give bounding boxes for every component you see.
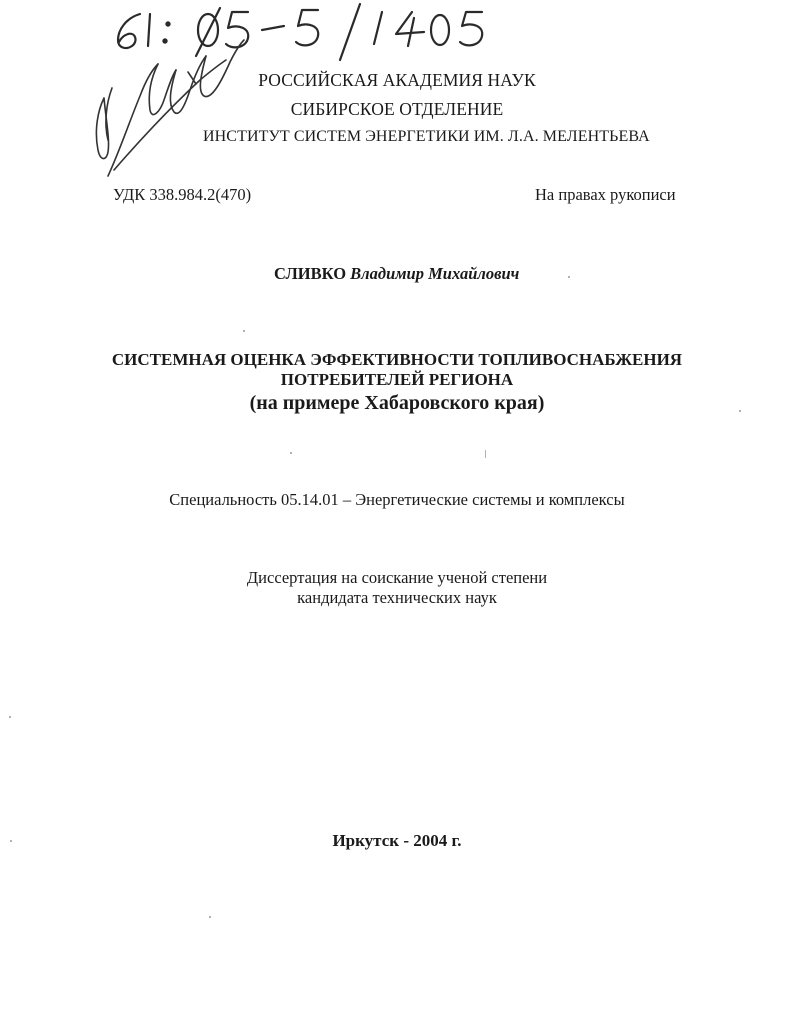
org-line-branch: СИБИРСКОЕ ОТДЕЛЕНИЕ [290, 99, 504, 119]
org-line-academy: РОССИЙСКАЯ АКАДЕМИЯ НАУК [258, 70, 536, 90]
degree-line1: Диссертация на соискание ученой степени [246, 568, 548, 587]
city-year: Иркутск - 2004 г. [332, 831, 462, 850]
org-line-institute: ИНСТИТУТ СИСТЕМ ЭНЕРГЕТИКИ ИМ. Л.А. МЕЛЕНТЬЕВА [203, 128, 650, 145]
dissertation-subtitle: (на примере Хабаровского края) [249, 392, 545, 414]
scan-speck [209, 916, 211, 918]
handwritten-catalog-number [118, 4, 482, 60]
scan-speck [739, 410, 741, 412]
scan-speck [290, 452, 292, 454]
scan-speck [485, 450, 486, 458]
dissertation-title-line1: СИСТЕМНАЯ ОЦЕНКА ЭФФЕКТИВНОСТИ ТОПЛИВОСНАБЖЕНИЯ [111, 350, 683, 369]
author-surname: СЛИВКО [274, 264, 347, 283]
degree-line2: кандидата технических наук [297, 588, 497, 607]
scan-speck [243, 330, 245, 332]
author-name [274, 264, 519, 284]
scan-speck [9, 716, 11, 718]
specialty: Специальность 05.14.01 – Энергетические системы и комплексы [169, 490, 625, 509]
rights-note: На правах рукописи [535, 185, 676, 204]
scan-speck [10, 840, 12, 842]
author-given-names: Владимир Михайлович [350, 264, 520, 283]
scan-speck [568, 276, 570, 278]
udc-code: УДК 338.984.2(470) [113, 185, 252, 204]
dissertation-title-line2: ПОТРЕБИТЕЛЕЙ РЕГИОНА [280, 370, 514, 389]
